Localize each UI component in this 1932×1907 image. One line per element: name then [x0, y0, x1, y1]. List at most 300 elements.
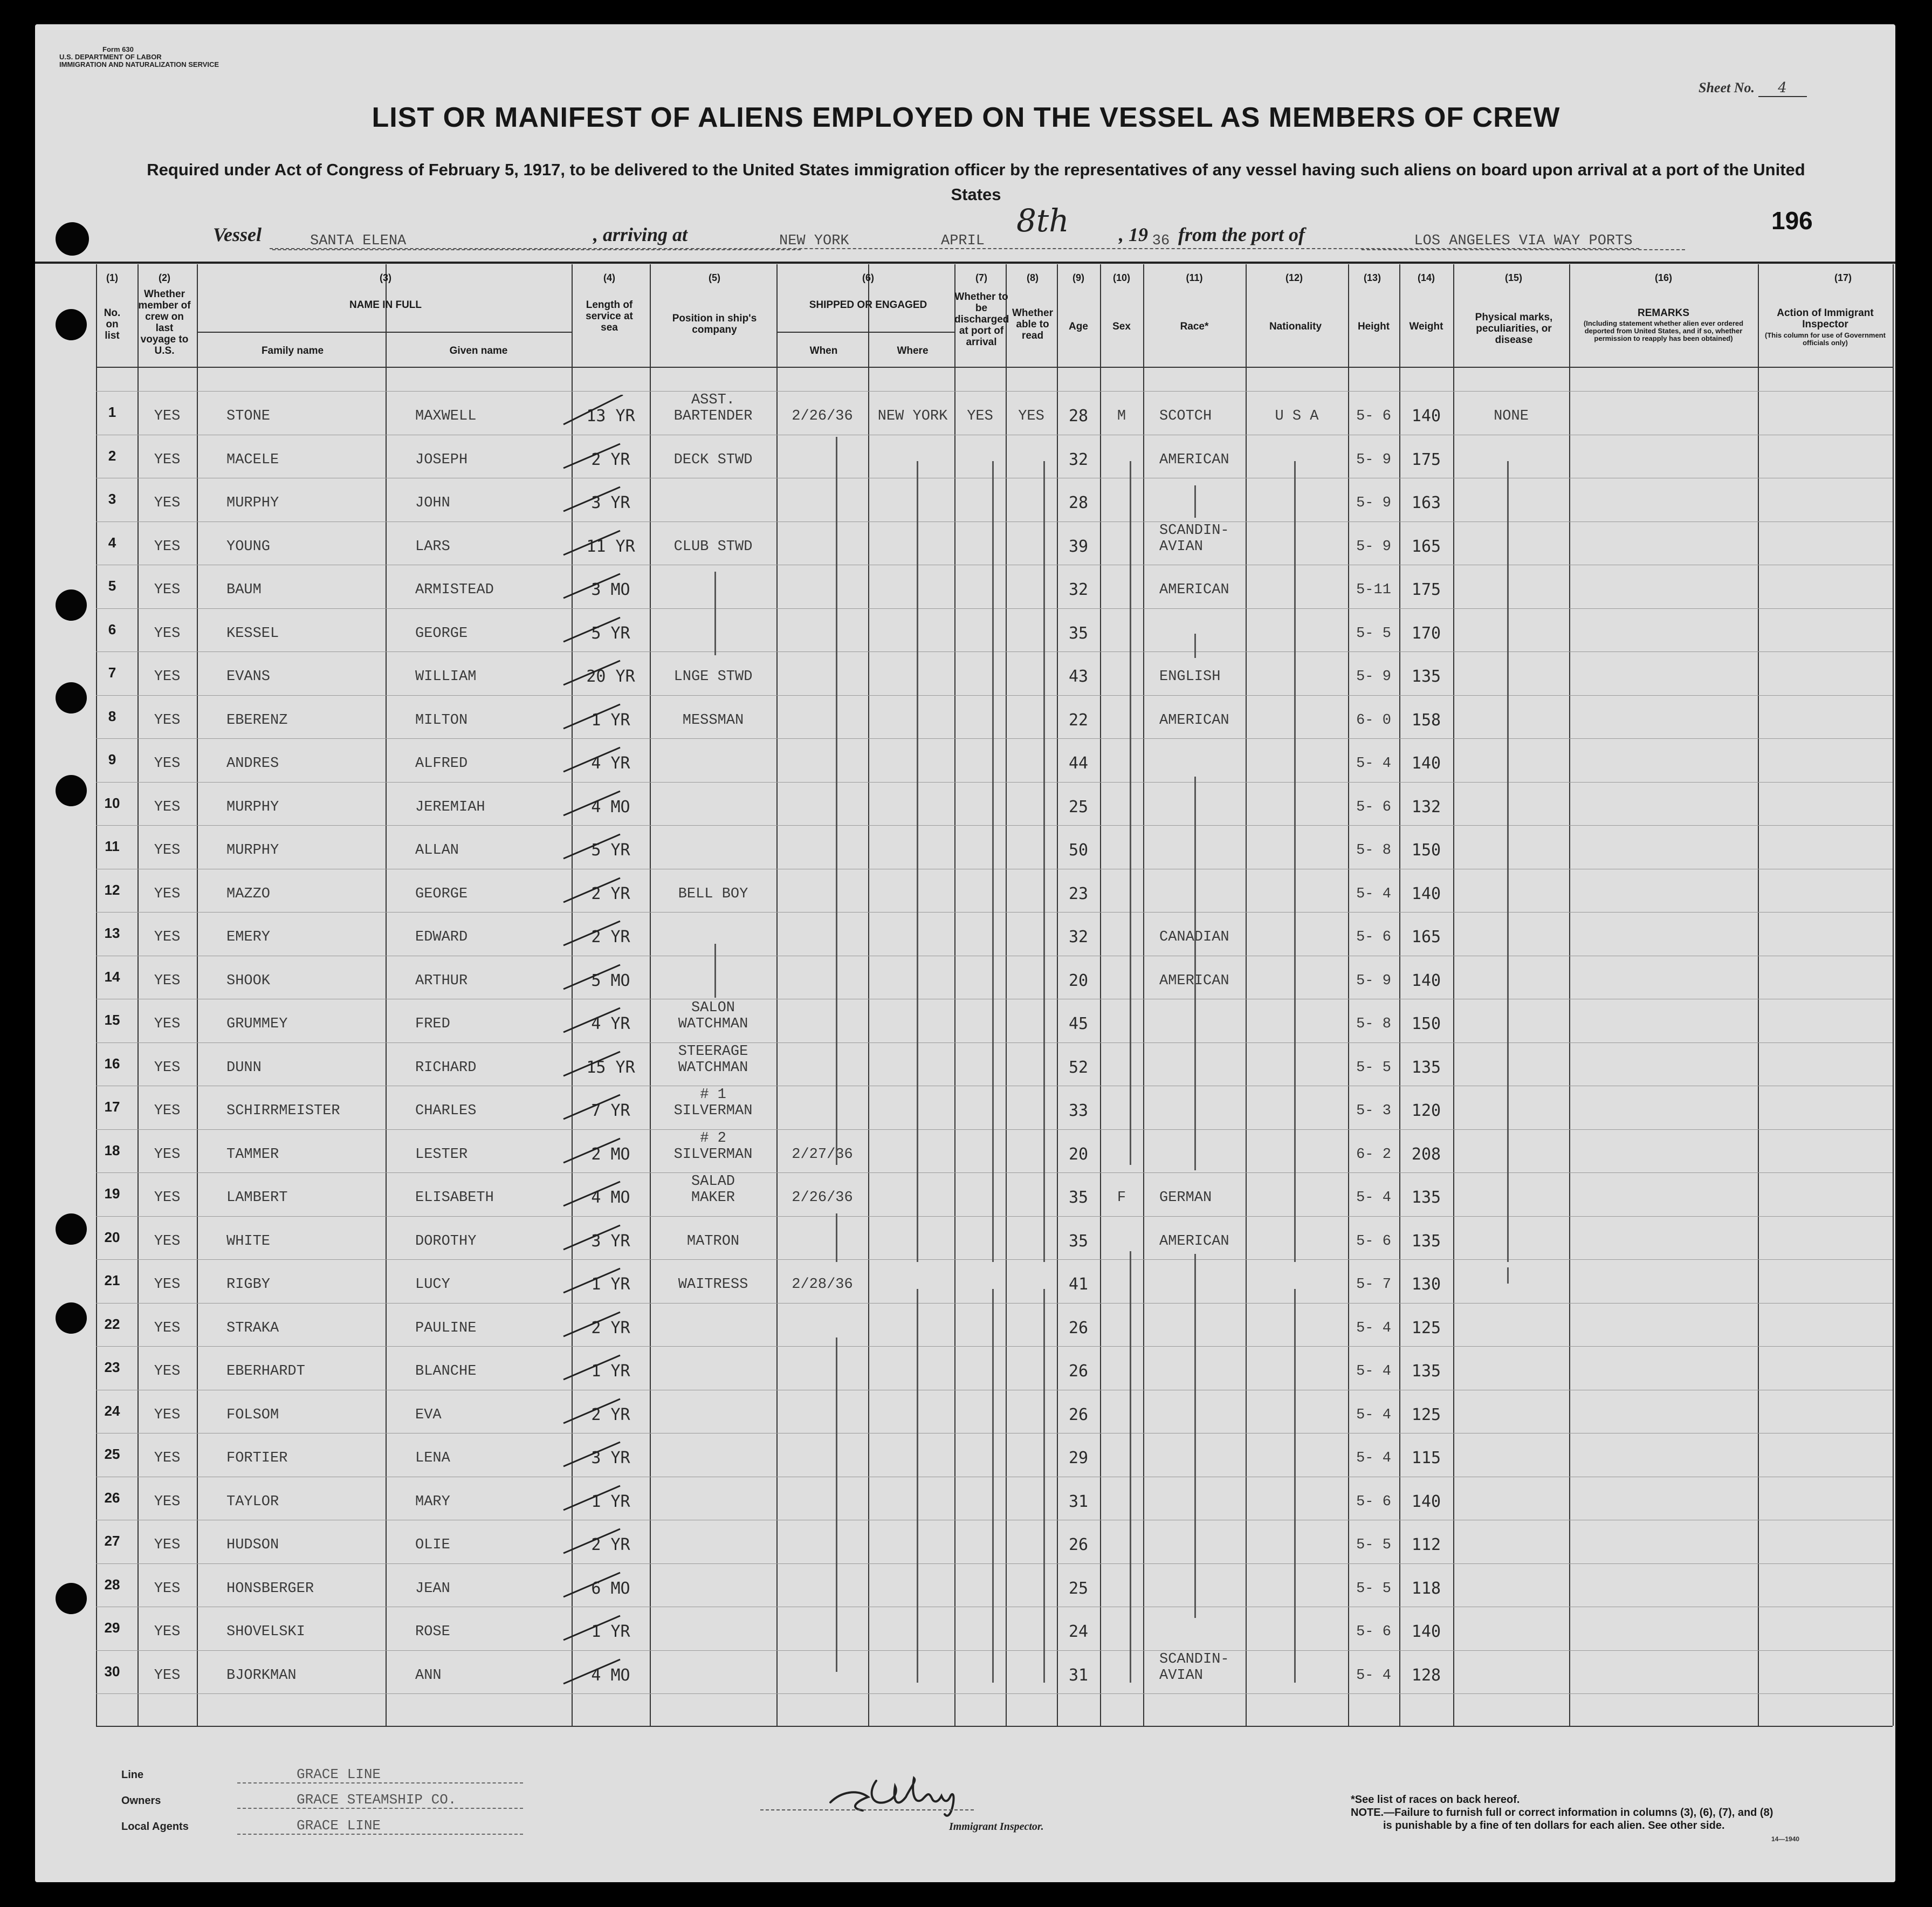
ditto-mark	[1507, 461, 1509, 1262]
cell-given: ROSE	[415, 1624, 450, 1641]
check-tick	[561, 742, 625, 774]
ditto-mark	[1043, 1289, 1045, 1683]
cell-family: STONE	[226, 408, 271, 425]
ditto-mark	[1194, 634, 1196, 658]
header-name-in-full: NAME IN FULL	[349, 299, 422, 311]
cell-position: DECK STWD	[673, 451, 753, 468]
cell-service: 2 YR	[591, 884, 630, 903]
cell-race: SCANDIN- AVIAN	[1159, 522, 1229, 555]
cell-given: DOROTHY	[415, 1233, 477, 1250]
cell-given: ALFRED	[415, 756, 468, 772]
cell-where: NEW YORK	[877, 408, 948, 425]
cell-age: 33	[1068, 1101, 1089, 1121]
check-tick	[561, 1307, 625, 1339]
row-number: 10	[104, 794, 120, 811]
ditto-mark	[1294, 1289, 1296, 1683]
row-number: 20	[104, 1229, 120, 1245]
cell-service: 2 YR	[591, 1318, 630, 1337]
cell-prev: YES	[154, 886, 181, 902]
row-rule	[96, 695, 1893, 696]
cell-age: 41	[1068, 1275, 1089, 1294]
sheet-number-label: Sheet No.	[1699, 80, 1755, 95]
cell-given: JOHN	[415, 495, 450, 512]
footnote-penalty: NOTE.—Failure to furnish full or correct information in columns (3), (6), (7), and (8)	[1351, 1807, 1773, 1819]
cell-family: MAZZO	[226, 886, 271, 902]
cell-sex: M	[1117, 408, 1126, 425]
subheader-rule	[197, 332, 572, 333]
row-number: 24	[104, 1402, 120, 1419]
footnote-races: *See list of races on back hereof.	[1351, 1794, 1520, 1806]
cell-prev: YES	[154, 1190, 181, 1206]
cell-service: 5 MO	[591, 971, 630, 990]
check-tick	[561, 568, 625, 601]
cell-prev: YES	[154, 1363, 181, 1380]
cell-height: 5- 4	[1356, 756, 1391, 772]
cell-service: 3 YR	[591, 1231, 630, 1251]
colnum-11: (11)	[1186, 272, 1203, 283]
row-rule	[96, 1693, 1893, 1694]
cell-weight: 115	[1411, 1449, 1441, 1468]
header-given-name: Given name	[449, 345, 508, 356]
cell-height: 5- 5	[1356, 1580, 1391, 1597]
cell-age: 20	[1068, 971, 1089, 990]
row-rule	[96, 1129, 1893, 1130]
cell-age: 26	[1068, 1362, 1089, 1381]
cell-service: 4 MO	[591, 1665, 630, 1685]
row-number: 4	[108, 534, 116, 551]
check-tick	[561, 699, 625, 731]
cell-height: 5- 5	[1356, 1059, 1391, 1076]
cell-weight: 130	[1411, 1275, 1441, 1294]
cell-weight: 150	[1411, 841, 1441, 860]
header-shipped-engaged: SHIPPED OR ENGAGED	[809, 299, 927, 311]
inspector-label: Immigrant Inspector.	[949, 1821, 1044, 1833]
cell-height: 5- 6	[1356, 1233, 1391, 1250]
check-tick	[561, 612, 625, 644]
cell-family: TAMMER	[226, 1146, 279, 1163]
cell-given: EVA	[415, 1407, 442, 1423]
check-tick	[561, 1046, 625, 1079]
ditto-mark	[1194, 1254, 1196, 1618]
cell-age: 52	[1068, 1058, 1089, 1077]
department: U.S. DEPARTMENT OF LABOR	[59, 53, 162, 61]
row-number: 9	[108, 751, 116, 768]
cell-position: SALAD MAKER	[691, 1174, 735, 1206]
cell-family: EBERHARDT	[226, 1363, 305, 1380]
ditto-mark	[836, 1213, 837, 1262]
cell-age: 20	[1068, 1144, 1089, 1164]
cell-weight: 135	[1411, 1188, 1441, 1208]
cell-age: 44	[1068, 754, 1089, 773]
cell-race: AMERICAN	[1159, 972, 1229, 989]
row-rule	[96, 825, 1893, 826]
cell-age: 32	[1068, 450, 1089, 469]
cell-height: 5- 4	[1356, 1407, 1391, 1423]
cell-position: BELL BOY	[678, 886, 748, 902]
cell-given: ARTHUR	[415, 972, 468, 989]
cell-height: 5- 6	[1356, 1493, 1391, 1510]
page-number: 196	[1771, 207, 1813, 235]
cell-age: 26	[1068, 1405, 1089, 1424]
cell-race: AMERICAN	[1159, 712, 1229, 729]
footnote-penalty-cont: is punishable by a fine of ten dollars for each alien. See other side.	[1383, 1820, 1725, 1831]
cell-weight: 128	[1411, 1665, 1441, 1685]
column-divider	[1453, 264, 1454, 1726]
cell-prev: YES	[154, 972, 181, 989]
cell-weight: 135	[1411, 1058, 1441, 1077]
cell-position: ASST. BARTENDER	[673, 392, 753, 425]
check-tick	[561, 1610, 625, 1643]
ditto-mark	[917, 1289, 918, 1683]
row-number: 23	[104, 1359, 120, 1376]
signature-scribble	[760, 1770, 1105, 1819]
ditto-mark	[1507, 1267, 1509, 1284]
colnum-4: (4)	[603, 272, 615, 283]
header-inspector-action: Action of Immigrant Inspector	[1777, 307, 1874, 330]
check-tick	[561, 1133, 625, 1165]
row-number: 21	[104, 1272, 120, 1289]
cell-given: WILLIAM	[415, 669, 477, 685]
colnum-8: (8)	[1027, 272, 1039, 283]
cell-age: 32	[1068, 580, 1089, 600]
header-position: Position in ship's company	[672, 313, 757, 335]
cell-given: FRED	[415, 1016, 450, 1033]
row-number: 11	[105, 838, 120, 855]
column-divider	[868, 264, 869, 1726]
cell-service: 1 YR	[591, 1492, 630, 1511]
page-subtitle: Required under Act of Congress of February 5, 1917, to be delivered to the United States immigration officer by the representatives of any vessel having such aliens on board upon arrival at a port of the United States	[147, 160, 1805, 204]
ditto-mark	[1194, 485, 1196, 518]
cell-prev: YES	[154, 1146, 181, 1163]
cell-height: 5- 3	[1356, 1103, 1391, 1120]
row-rule	[96, 1650, 1893, 1651]
cell-height: 5- 6	[1356, 929, 1391, 946]
check-tick	[561, 1263, 625, 1295]
cell-family: TAYLOR	[226, 1493, 279, 1510]
cell-height: 5- 9	[1356, 495, 1391, 512]
arrival-day: 8th	[1016, 202, 1069, 239]
cell-when: 2/26/36	[792, 1190, 853, 1206]
cell-age: 28	[1068, 407, 1089, 426]
departure-port: LOS ANGELES VIA WAY PORTS	[1362, 233, 1685, 250]
column-divider	[650, 264, 651, 1726]
cell-prev: YES	[154, 756, 181, 772]
ditto-mark	[836, 437, 837, 1165]
cell-weight: 170	[1411, 623, 1441, 643]
cell-age: 28	[1068, 493, 1089, 513]
cell-weight: 165	[1411, 537, 1441, 556]
cell-family: MURPHY	[226, 842, 279, 859]
cell-height: 5- 6	[1356, 1624, 1391, 1641]
header-sex: Sex	[1112, 321, 1131, 332]
cell-age: 50	[1068, 841, 1089, 860]
cell-prev: YES	[154, 1320, 181, 1336]
colnum-3: (3)	[380, 272, 391, 283]
cell-weight: 120	[1411, 1101, 1441, 1121]
cell-age: 26	[1068, 1318, 1089, 1337]
cell-position: STEERAGE WATCHMAN	[678, 1043, 748, 1076]
row-number: 26	[104, 1489, 120, 1506]
cell-position: LNGE STWD	[673, 669, 753, 685]
cell-weight: 135	[1411, 1362, 1441, 1381]
row-number: 18	[104, 1142, 120, 1158]
cell-service: 5 YR	[591, 841, 630, 860]
cell-weight: 150	[1411, 1014, 1441, 1034]
cell-weight: 112	[1411, 1535, 1441, 1555]
header-bottom-rule	[96, 367, 1893, 368]
check-tick	[561, 1003, 625, 1035]
header-able-to-read: Whether able to read	[1012, 307, 1053, 341]
cell-family: EVANS	[226, 669, 271, 685]
row-number: 5	[108, 578, 116, 594]
cell-height: 5- 6	[1356, 408, 1391, 425]
cell-family: GRUMMEY	[226, 1016, 288, 1033]
header-age: Age	[1069, 321, 1088, 332]
check-tick	[561, 1220, 625, 1252]
cell-prev: YES	[154, 1059, 181, 1076]
cell-given: RICHARD	[415, 1059, 477, 1076]
cell-age: 31	[1068, 1492, 1089, 1511]
cell-weight: 135	[1411, 667, 1441, 687]
form-code: 14—1940	[1771, 1835, 1800, 1843]
cell-prev: YES	[154, 929, 181, 946]
cell-weight: 165	[1411, 928, 1441, 947]
colnum-6: (6)	[862, 272, 874, 283]
cell-family: DUNN	[226, 1059, 262, 1076]
cell-prev: YES	[154, 1493, 181, 1510]
cell-given: JOSEPH	[415, 451, 468, 468]
cell-prev: YES	[154, 1277, 181, 1293]
arrival-port: NEW YORK	[779, 233, 849, 249]
cell-family: HUDSON	[226, 1537, 279, 1554]
row-number: 12	[104, 881, 120, 898]
cell-height: 6- 0	[1356, 712, 1391, 729]
column-divider	[1758, 264, 1759, 1726]
cell-weight: 140	[1411, 971, 1441, 990]
cell-weight: 132	[1411, 797, 1441, 817]
colnum-17: (17)	[1834, 272, 1852, 283]
cell-family: SCHIRRMEISTER	[226, 1103, 340, 1120]
cell-service: 4 YR	[591, 1014, 630, 1034]
column-divider	[1143, 264, 1144, 1726]
row-rule	[96, 1042, 1893, 1043]
header-service-length: Length of service at sea	[586, 299, 633, 333]
check-tick	[561, 395, 625, 427]
check-tick	[561, 1350, 625, 1382]
cell-height: 5- 4	[1356, 1667, 1391, 1684]
cell-family: FOLSOM	[226, 1407, 279, 1423]
cell-race: ENGLISH	[1159, 669, 1221, 685]
cell-prev: YES	[154, 1103, 181, 1120]
cell-weight: 175	[1411, 450, 1441, 469]
row-number: 3	[108, 491, 116, 507]
cell-height: 5- 9	[1356, 451, 1391, 468]
cell-prev: YES	[154, 1407, 181, 1423]
header-previous-voyage: Whether member of crew on last voyage to U.S.	[138, 289, 191, 356]
cell-given: EDWARD	[415, 929, 468, 946]
cell-service: 15 YR	[586, 1058, 635, 1077]
cell-service: 6 MO	[591, 1579, 630, 1598]
cell-disch: YES	[967, 408, 993, 425]
cell-height: 5- 4	[1356, 1190, 1391, 1206]
cell-prev: YES	[154, 538, 181, 555]
colnum-1: (1)	[106, 272, 118, 283]
cell-age: 25	[1068, 797, 1089, 817]
cell-given: LARS	[415, 538, 450, 555]
cell-nat: U S A	[1275, 408, 1319, 425]
row-rule	[96, 782, 1893, 783]
ditto-mark	[1130, 1251, 1131, 1683]
inspector-signature	[760, 1770, 1105, 1819]
row-number: 29	[104, 1620, 120, 1636]
cell-position: CLUB STWD	[673, 538, 753, 555]
cell-age: 39	[1068, 537, 1089, 556]
column-divider	[1246, 264, 1247, 1726]
header-remarks-note: (Including statement whether alien ever ordered deported from United States, and if so, whether permission to reapply has been obtained)	[1583, 319, 1744, 342]
cell-given: GEORGE	[415, 886, 468, 902]
row-number: 1	[108, 404, 116, 421]
check-tick	[561, 1437, 625, 1469]
line-label: Line	[121, 1769, 144, 1781]
cell-marks: NONE	[1494, 408, 1529, 425]
check-tick	[561, 1654, 625, 1686]
cell-given: MAXWELL	[415, 408, 477, 425]
cell-service: 3 MO	[591, 580, 630, 600]
cell-prev: YES	[154, 408, 181, 425]
row-number: 14	[104, 968, 120, 985]
cell-prev: YES	[154, 842, 181, 859]
cell-service: 5 YR	[591, 623, 630, 643]
cell-prev: YES	[154, 712, 181, 729]
cell-given: JEAN	[415, 1580, 450, 1597]
header-when: When	[809, 345, 838, 356]
cell-weight: 140	[1411, 754, 1441, 773]
column-divider	[96, 264, 97, 1726]
row-number: 19	[104, 1185, 120, 1202]
row-rule	[96, 912, 1893, 913]
cell-height: 5- 8	[1356, 1016, 1391, 1033]
cell-given: GEORGE	[415, 625, 468, 642]
cell-service: 1 YR	[591, 1362, 630, 1381]
arrival-year: 36	[1152, 233, 1170, 249]
cell-family: SHOOK	[226, 972, 271, 989]
column-divider	[1006, 264, 1007, 1726]
check-tick	[561, 1089, 625, 1122]
cell-given: PAULINE	[415, 1320, 477, 1336]
cell-given: OLIE	[415, 1537, 450, 1554]
cell-given: BLANCHE	[415, 1363, 477, 1380]
owners-label: Owners	[121, 1795, 161, 1807]
cell-given: LUCY	[415, 1277, 450, 1293]
cell-read: YES	[1018, 408, 1044, 425]
header-inspector-note: (This column for use of Government officials only)	[1765, 331, 1886, 347]
cell-position: WAITRESS	[678, 1277, 748, 1293]
cell-height: 5- 4	[1356, 1450, 1391, 1467]
cell-height: 5- 4	[1356, 1363, 1391, 1380]
check-tick	[561, 1567, 625, 1600]
header-nationality: Nationality	[1269, 321, 1322, 332]
cell-weight: 140	[1411, 1492, 1441, 1511]
cell-height: 5- 5	[1356, 625, 1391, 642]
cell-family: LAMBERT	[226, 1190, 288, 1206]
cell-prev: YES	[154, 1016, 181, 1033]
arriving-label: , arriving at	[593, 224, 688, 245]
row-number: 30	[104, 1663, 120, 1679]
row-number: 25	[104, 1446, 120, 1463]
cell-family: YOUNG	[226, 538, 271, 555]
cell-race: GERMAN	[1159, 1190, 1212, 1206]
cell-family: KESSEL	[226, 625, 279, 642]
cell-service: 1 YR	[591, 710, 630, 730]
cell-family: ANDRES	[226, 756, 279, 772]
check-tick	[561, 916, 625, 948]
cell-prev: YES	[154, 1667, 181, 1684]
ditto-mark	[1130, 461, 1131, 1165]
cell-age: 31	[1068, 1665, 1089, 1685]
row-number: 13	[104, 925, 120, 942]
check-tick	[561, 1480, 625, 1513]
cell-position: # 2 SILVERMAN	[673, 1130, 753, 1163]
cell-service: 13 YR	[586, 407, 635, 426]
check-tick	[561, 829, 625, 861]
row-number: 6	[108, 621, 116, 637]
colnum-9: (9)	[1072, 272, 1084, 283]
check-tick	[561, 873, 625, 905]
cell-prev: YES	[154, 451, 181, 468]
cell-weight: 125	[1411, 1405, 1441, 1424]
cell-prev: YES	[154, 1624, 181, 1641]
cell-race: CANADIAN	[1159, 929, 1229, 946]
ditto-mark	[992, 1289, 994, 1683]
row-rule	[96, 1563, 1893, 1564]
cell-age: 43	[1068, 667, 1089, 687]
cell-given: CHARLES	[415, 1103, 477, 1120]
cell-prev: YES	[154, 1537, 181, 1554]
cell-service: 3 YR	[591, 493, 630, 513]
column-divider	[1100, 264, 1101, 1726]
cell-service: 11 YR	[586, 537, 635, 556]
cell-race: AMERICAN	[1159, 582, 1229, 599]
cell-weight: 140	[1411, 407, 1441, 426]
cell-family: MURPHY	[226, 495, 279, 512]
cell-service: 4 YR	[591, 754, 630, 773]
check-tick	[561, 525, 625, 558]
check-tick	[561, 959, 625, 992]
cell-when: 2/27/36	[792, 1146, 853, 1163]
cell-family: BAUM	[226, 582, 262, 599]
row-rule	[96, 1259, 1893, 1260]
cell-given: LENA	[415, 1450, 450, 1467]
cell-service: 2 YR	[591, 1405, 630, 1424]
owners-value: GRACE STEAMSHIP CO.	[237, 1792, 523, 1809]
cell-race: SCOTCH	[1159, 408, 1212, 425]
cell-service: 3 YR	[591, 1449, 630, 1468]
cell-family: STRAKA	[226, 1320, 279, 1336]
vessel-name: SANTA ELENA	[272, 233, 801, 250]
row-rule	[96, 1216, 1893, 1217]
cell-age: 25	[1068, 1579, 1089, 1598]
cell-race: SCANDIN- AVIAN	[1159, 1651, 1229, 1684]
row-number: 17	[104, 1099, 120, 1115]
cell-family: MACELE	[226, 451, 279, 468]
cell-given: ANN	[415, 1667, 442, 1684]
cell-age: 35	[1068, 623, 1089, 643]
cell-weight: 125	[1411, 1318, 1441, 1337]
cell-position: MESSMAN	[682, 712, 744, 729]
header-where: Where	[897, 345, 929, 356]
cell-prev: YES	[154, 625, 181, 642]
row-rule	[96, 391, 1893, 392]
